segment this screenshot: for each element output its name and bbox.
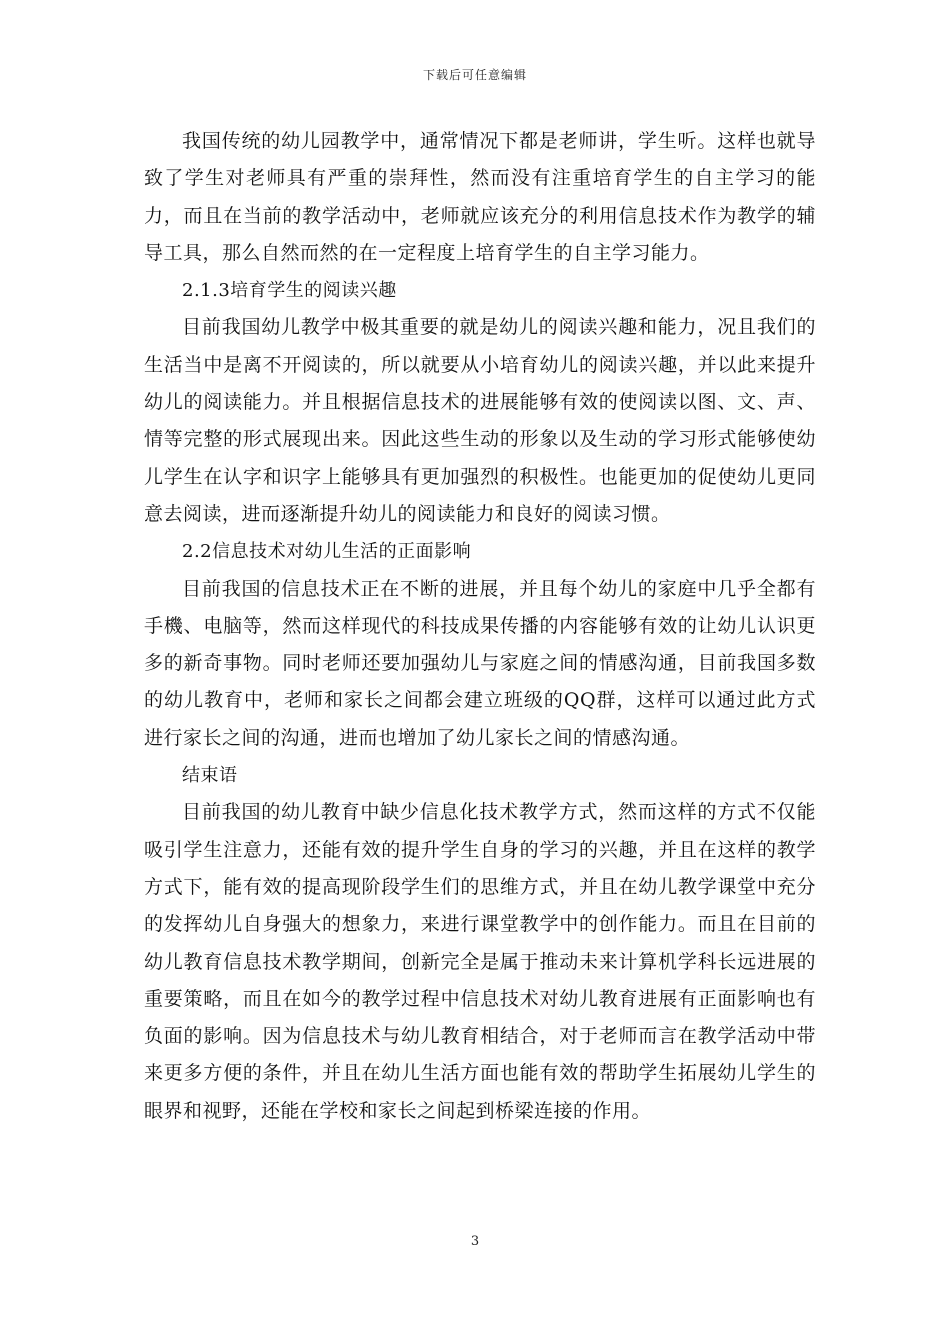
section-heading-reading-interest: 2.1.3培育学生的阅读兴趣 xyxy=(182,280,397,302)
paragraph-reading-interest: 目前我国幼儿教学中极其重要的就是幼儿的阅读兴趣和能力，况且我们的生活当中是离不开阅读的，所以就要从小培育幼儿的阅读兴趣，并以此来提升幼儿的阅读能力。并且根据信息技术的进展能够有效的使阅读以图、文、声、情等完整的形式展现出来。因此这些生动的形象以及生动的学习形式能够使幼儿学生在认字和识字上能够具有更加强烈的积极性。也能更加的促使幼儿更同意去阅读，进而逐渐提升幼儿的阅读能力和良好的阅读习惯。 xyxy=(144,316,816,525)
document-body xyxy=(144,123,816,1130)
paragraph-positive-impact: 目前我国的信息技术正在不断的进展，并且每个幼儿的家庭中几乎全都有手機、电脑等，然而这样现代的科技成果传播的内容能够有效的让幼儿认识更多的新奇事物。同时老师还要加强幼儿与家庭之间的情感沟通，目前我国多数的幼儿教育中，老师和家长之间都会建立班级的QQ群，这样可以通过此方式进行家长之间的沟通，进而也增加了幼儿家长之间的情感沟通。 xyxy=(144,577,816,749)
page-header: 下载后可任意编辑 xyxy=(422,68,527,82)
section-heading-conclusion: 结束语 xyxy=(182,765,238,787)
page-number: 3 xyxy=(470,1234,480,1249)
paragraph-self-learning: 我国传统的幼儿园教学中，通常情况下都是老师讲，学生听。这样也就导致了学生对老师具有严重的崇拜性，然而没有注重培育学生的自主学习的能力，而且在当前的教学活动中，老师就应该充分的利用信息技术作为教学的辅导工具，那么自然而然的在一定程度上培育学生的自主学习能力。 xyxy=(144,130,816,264)
section-heading-positive-impact: 2.2信息技术对幼儿生活的正面影响 xyxy=(182,541,472,563)
paragraph-conclusion: 目前我国的幼儿教育中缺少信息化技术教学方式，然而这样的方式不仅能吸引学生注意力，还能有效的提升学生自身的学习的兴趣，并且在这样的教学方式下，能有效的提高现阶段学生们的思维方式，并且在幼儿教学课堂中充分的发挥幼儿自身强大的想象力，来进行课堂教学中的创作能力。而且在目前的幼儿教育信息技术教学期间，创新完全是属于推动未来计算机学科长远进展的重要策略，而且在如今的教学过程中信息技术对幼儿教育进展有正面影响也有负面的影响。因为信息技术与幼儿教育相结合，对于老师而言在教学活动中带来更多方便的条件，并且在幼儿生活方面也能有效的帮助学生拓展幼儿学生的眼界和视野，还能在学校和家长之间起到桥梁连接的作用。 xyxy=(144,801,816,1122)
